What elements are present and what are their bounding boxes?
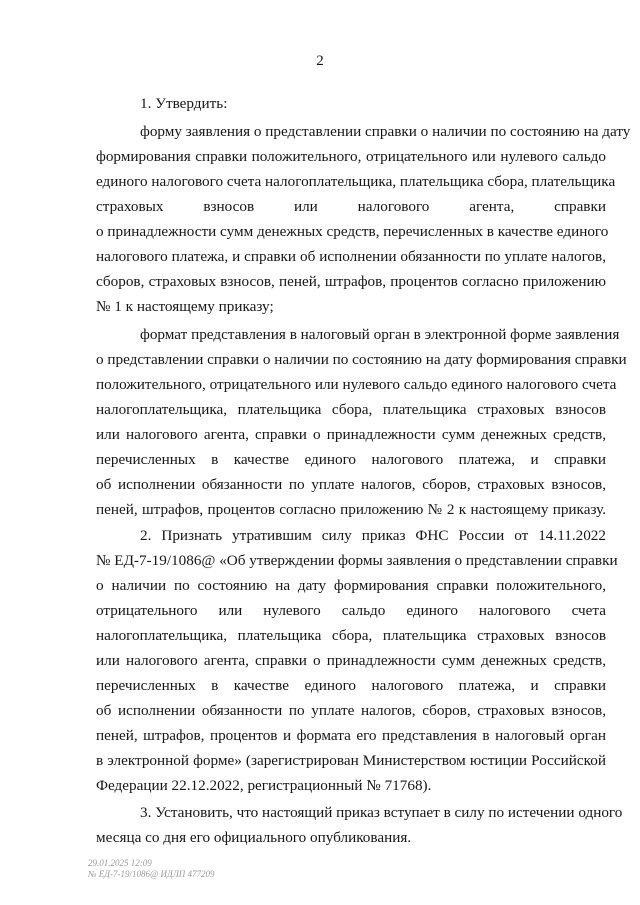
- text-line: формат представления в налоговый орган в электронной форме заявления: [140, 326, 620, 343]
- text-line: или налогового агента, справки о принадлежности сумм денежных средств,: [96, 652, 606, 669]
- text-line: в электронной форме» (зарегистрирован Министерством юстиции Российской: [96, 752, 606, 769]
- text-line: пеней, штрафов, процентов и формата его представления в налоговый орган: [96, 727, 606, 744]
- text-line: отрицательного или нулевого сальдо единого налогового счета: [96, 602, 606, 619]
- text-line: Федерации 22.12.2022, регистрационный № 71768).: [96, 777, 432, 794]
- text-line: налогового платежа, и справки об исполнении обязанности по уплате налогов,: [96, 248, 606, 265]
- text-line: о представлении справки о наличии по состоянию на дату формирования справки: [96, 351, 627, 368]
- text-line: налогоплательщика, плательщика сбора, плательщика страховых взносов: [96, 627, 606, 644]
- text-line: сборов, страховых взносов, пеней, штрафов, процентов согласно приложению: [96, 273, 606, 290]
- text-line: 1. Утвердить:: [140, 95, 228, 112]
- text-line: № ЕД-7-19/1086@ «Об утверждении формы заявления о представлении справки: [96, 552, 618, 569]
- text-line: пеней, штрафов, процентов согласно приложению № 2 к настоящему приказу.: [96, 501, 606, 518]
- text-line: перечисленных в качестве единого налогового платежа, и справки: [96, 677, 606, 694]
- text-line: налогоплательщика, плательщика сбора, плательщика страховых взносов: [96, 401, 606, 418]
- text-line: страховых взносов или налогового агента, справки: [96, 198, 606, 215]
- text-line: 3. Установить, что настоящий приказ вступает в силу по истечении одного: [140, 804, 623, 821]
- text-line: месяца со дня его официального опубликования.: [96, 829, 412, 846]
- text-line: об исполнении обязанности по уплате налогов, сборов, страховых взносов,: [96, 702, 606, 719]
- text-line: формирования справки положительного, отрицательного или нулевого сальдо: [96, 148, 606, 165]
- text-line: 2. Признать утратившим силу приказ ФНС России от 14.11.2022: [140, 527, 606, 544]
- page-number: 2: [316, 53, 324, 69]
- footer-date-stamp: 29.01.2025 12:09: [88, 858, 152, 868]
- text-line: № 1 к настоящему приказу;: [96, 298, 274, 315]
- text-line: о принадлежности сумм денежных средств, перечисленных в качестве единого: [96, 223, 609, 240]
- text-line: единого налогового счета налогоплательщика, плательщика сбора, плательщика: [96, 173, 616, 190]
- footer-document-id: № ЕД-7-19/1086@ ИДЛП 477209: [88, 869, 215, 879]
- text-line: или налогового агента, справки о принадлежности сумм денежных средств,: [96, 426, 606, 443]
- text-line: о наличии по состоянию на дату формирования справки положительного,: [96, 577, 606, 594]
- text-line: об исполнении обязанности по уплате налогов, сборов, страховых взносов,: [96, 476, 606, 493]
- text-line: перечисленных в качестве единого налогового платежа, и справки: [96, 451, 606, 468]
- text-line: положительного, отрицательного или нулевого сальдо единого налогового счета: [96, 376, 617, 393]
- text-line: форму заявления о представлении справки о наличии по состоянию на дату: [140, 123, 631, 140]
